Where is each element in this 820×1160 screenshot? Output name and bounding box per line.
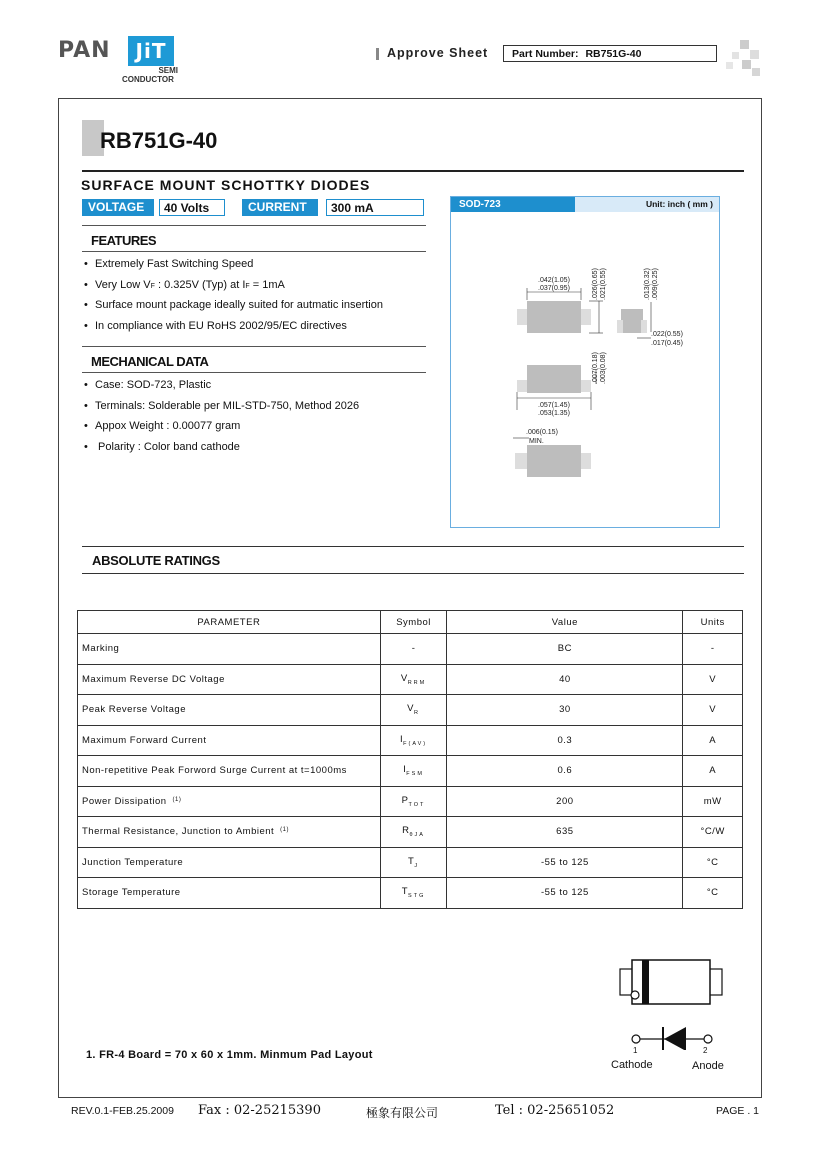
value-cell: BC xyxy=(447,634,683,665)
svg-text:.042(1.05): .042(1.05) xyxy=(538,277,570,284)
unit-cell: V xyxy=(683,664,743,695)
list-item: • Terminals: Solderable per MIL-STD-750, Method 2026 xyxy=(84,399,360,412)
list-item: • Surface mount package ideally suited for autmatic insertion xyxy=(84,299,383,311)
table-row xyxy=(78,695,743,726)
table-row xyxy=(78,664,743,695)
current-value: 300 mA xyxy=(326,199,424,216)
cathode-label: Cathode xyxy=(611,1059,653,1071)
ratings-bottom-line xyxy=(82,573,744,574)
table-row xyxy=(78,725,743,756)
list-item: • Extremely Fast Switching Speed xyxy=(84,258,254,270)
parameter-cell: Marking xyxy=(78,634,381,665)
parameter-cell: Storage Temperature xyxy=(78,878,381,909)
unit-cell: mW xyxy=(683,786,743,817)
parameter-cell: Non-repetitive Peak Forword Surge Current at t=1000ms xyxy=(78,756,381,787)
svg-text:.026(0.65): .026(0.65) xyxy=(592,268,599,300)
voltage-tag: VOLTAGE xyxy=(82,199,154,216)
logo-pan-text: PAN xyxy=(58,38,111,63)
column-header: Value xyxy=(447,611,683,634)
company-logo xyxy=(58,38,178,84)
symbol-cell: $V_{RRM}$ xyxy=(380,664,447,695)
unit-cell: °C xyxy=(683,847,743,878)
value-cell: -55 to 125 xyxy=(447,878,683,909)
package-unit: Unit: inch ( mm ) xyxy=(645,199,713,209)
ratings-table xyxy=(77,610,743,909)
symbol-cell: - xyxy=(380,634,447,665)
pin2-label: 2 xyxy=(703,1046,708,1055)
svg-text:.013(0.32): .013(0.32) xyxy=(644,268,651,300)
table-header-row xyxy=(78,611,743,634)
column-header: Symbol xyxy=(380,611,447,634)
voltage-value: 40 Volts xyxy=(159,199,225,216)
company-name: 極象有限公司 xyxy=(366,1106,439,1120)
mech-bottom-line xyxy=(82,372,426,373)
value-cell: 635 xyxy=(447,817,683,848)
list-item: • Very Low VF : 0.325V (Typ) at IF = 1mA xyxy=(84,278,285,291)
package-drawing xyxy=(450,196,720,528)
svg-text:MIN.: MIN. xyxy=(529,438,544,445)
value-cell: 0.3 xyxy=(447,725,683,756)
value-cell: 30 xyxy=(447,695,683,726)
svg-text:.022(0.55): .022(0.55) xyxy=(651,331,683,338)
decorative-squares xyxy=(726,40,762,78)
features-list xyxy=(84,258,383,340)
logo-jit-text: JiT xyxy=(128,36,174,66)
table-row xyxy=(78,634,743,665)
unit-cell: V xyxy=(683,695,743,726)
parameter-cell: Junction Temperature xyxy=(78,847,381,878)
unit-cell: A xyxy=(683,756,743,787)
footnote: 1. FR-4 Board = 70 x 60 x 1mm. Minmum Pad Layout xyxy=(86,1049,373,1061)
unit-cell: °C/W xyxy=(683,817,743,848)
svg-text:.006(0.15): .006(0.15) xyxy=(526,429,558,436)
unit-cell: A xyxy=(683,725,743,756)
svg-text:.037(0.95): .037(0.95) xyxy=(538,285,570,292)
ratings-heading: ABSOLUTE RATINGS xyxy=(92,553,220,568)
value-cell: 0.6 xyxy=(447,756,683,787)
unit-cell: - xyxy=(683,634,743,665)
features-bottom-line xyxy=(82,251,426,252)
parameter-cell: Peak Reverse Voltage xyxy=(78,695,381,726)
package-name: SOD-723 xyxy=(451,197,575,212)
subtitle: SURFACE MOUNT SCHOTTKY DIODES xyxy=(81,177,371,193)
logo-semi-text: SEMI xyxy=(158,66,178,75)
symbol-cell: $T_J$ xyxy=(380,847,447,878)
svg-text:.007(0.18): .007(0.18) xyxy=(592,352,599,384)
table-row xyxy=(78,847,743,878)
mechanical-list xyxy=(84,379,359,461)
table-row xyxy=(78,786,743,817)
parameter-cell: Maximum Forward Current xyxy=(78,725,381,756)
parameter-cell: Thermal Resistance, Junction to Ambient $^{(1)}$ xyxy=(78,817,381,848)
mechanical-heading: MECHANICAL DATA xyxy=(91,354,209,369)
value-cell: -55 to 125 xyxy=(447,847,683,878)
mech-top-line xyxy=(82,346,426,347)
anode-label: Anode xyxy=(692,1060,724,1072)
symbol-cell: $I_{FSM}$ xyxy=(380,756,447,787)
part-number-value: RB751G-40 xyxy=(585,48,642,60)
table-row xyxy=(78,756,743,787)
parameter-cell: Power Dissipation $^{(1)}$ xyxy=(78,786,381,817)
features-top-line xyxy=(82,225,426,226)
current-tag: CURRENT xyxy=(242,199,318,216)
symbol-cell: $I_{F(AV)}$ xyxy=(380,725,447,756)
part-number-label: Part Number: xyxy=(512,48,579,60)
list-item: • Case: SOD-723, Plastic xyxy=(84,379,212,391)
parameter-cell: Maximum Reverse DC Voltage xyxy=(78,664,381,695)
column-header: PARAMETER xyxy=(78,611,381,634)
symbol-cell: $V_R$ xyxy=(380,695,447,726)
svg-text:.009(0.25): .009(0.25) xyxy=(652,268,659,300)
table-row xyxy=(78,878,743,909)
revision-label: REV.0.1-FEB.25.2009 xyxy=(71,1105,174,1117)
symbol-cell: $P_{TOT}$ xyxy=(380,786,447,817)
part-number-box xyxy=(503,45,717,62)
column-header: Units xyxy=(683,611,743,634)
list-item: • In compliance with EU RoHS 2002/95/EC directives xyxy=(84,319,347,332)
diode-package-symbol xyxy=(612,955,732,1035)
page-title: RB751G-40 xyxy=(100,128,218,153)
list-item: • Polarity : Color band cathode xyxy=(84,440,240,453)
symbol-cell: $T_{STG}$ xyxy=(380,878,447,909)
approve-marker xyxy=(376,48,379,60)
page-number: PAGE . 1 xyxy=(716,1105,759,1117)
svg-text:.057(1.45): .057(1.45) xyxy=(538,402,570,409)
tel-number: Tel : 02-25651052 xyxy=(495,1103,615,1118)
symbol-cell: $R_{\theta JA}$ xyxy=(380,817,447,848)
value-cell: 200 xyxy=(447,786,683,817)
svg-text:.003(0.08): .003(0.08) xyxy=(600,352,607,384)
svg-text:.053(1.35): .053(1.35) xyxy=(538,410,570,417)
pin1-label: 1 xyxy=(633,1046,638,1055)
fax-number: Fax : 02-25215390 xyxy=(198,1103,321,1118)
package-outline-drawing xyxy=(451,212,719,528)
approve-sheet-label: Approve Sheet xyxy=(387,46,489,60)
title-divider xyxy=(82,170,744,172)
svg-text:.021(0.55): .021(0.55) xyxy=(600,268,607,300)
table-row xyxy=(78,817,743,848)
svg-text:.017(0.45): .017(0.45) xyxy=(651,340,683,347)
logo-conductor-text: CONDUCTOR xyxy=(122,75,174,84)
unit-cell: °C xyxy=(683,878,743,909)
features-heading: FEATURES xyxy=(91,233,157,248)
list-item: • Appox Weight : 0.00077 gram xyxy=(84,420,241,432)
ratings-top-line xyxy=(82,546,744,547)
value-cell: 40 xyxy=(447,664,683,695)
